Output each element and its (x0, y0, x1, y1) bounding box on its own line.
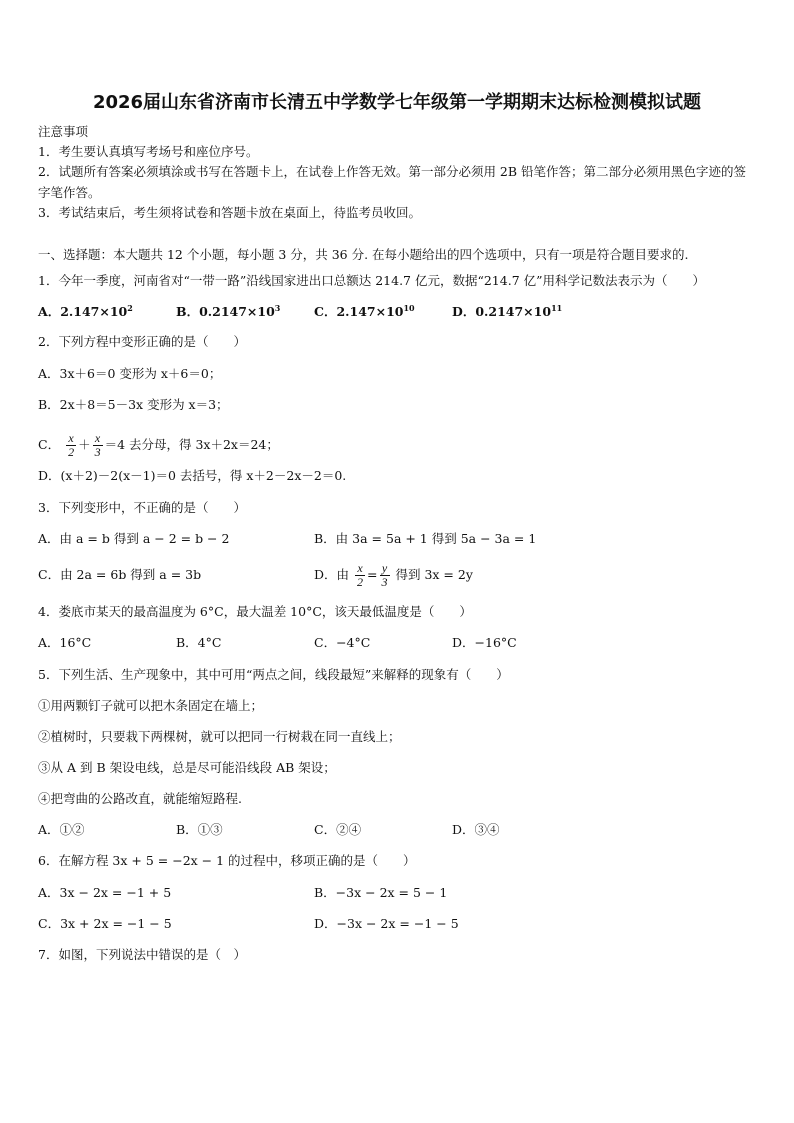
question-3-option-c[interactable]: C．由 2a = 6b 得到 a = 3b (38, 567, 202, 582)
question-2-option-a[interactable]: A．3x＋6＝0 变形为 x＋6＝0； (38, 366, 222, 381)
question-2-stem: 2．下列方程中变形正确的是（ ） (38, 334, 246, 349)
question-1-stem: 1．今年一季度，河南省对“一带一路”沿线国家进出口总额达 214.7 亿元，数据“214.7 亿”用科学记数法表示为（ ） (38, 273, 706, 288)
fraction-x-over-3: $\frac{x}{3}$ (94, 431, 101, 459)
section-heading: 一、选择题：本大题共 12 个小题，每小题 3 分，共 36 分. 在每小题给出的四个选项中，只有一项是符合题目要求的. (38, 247, 689, 262)
question-6-stem: 6．在解方程 3x + 5 = −2x − 1 的过程中，移项正确的是（ ） (38, 853, 416, 868)
question-5-item-2: ②植树时，只要栽下两棵树，就可以把同一行树栽在同一直线上； (38, 729, 401, 744)
question-4-stem: 4．娄底市某天的最高温度为 6°C，最大温差 10°C，该天最低温度是（ ） (38, 604, 472, 619)
question-6-option-a[interactable]: A．3x − 2x = −1 + 5 (38, 885, 172, 900)
question-3-option-a[interactable]: A．由 a = b 得到 a − 2 = b − 2 (38, 531, 230, 546)
question-7-stem: 7．如图，下列说法中错误的是（ ） (38, 947, 246, 962)
page-title: 2026届山东省济南市长清五中学数学七年级第一学期期末达标检测模拟试题 (92, 92, 702, 113)
question-5-option-a[interactable]: A．①② (38, 822, 85, 837)
question-1-option-b[interactable]: B．$0.2147\times 10^3$ (176, 303, 281, 319)
question-3-stem: 3．下列变形中，不正确的是（ ） (38, 500, 246, 515)
question-5-option-d[interactable]: D．③④ (452, 822, 500, 837)
question-3-option-b[interactable]: B．由 3a = 5a + 1 得到 5a − 3a = 1 (314, 531, 537, 546)
question-1-option-d[interactable]: D．$0.2147\times 10^{11}$ (452, 303, 563, 319)
question-5-item-3: ③从 A 到 B 架设电线，总是尽可能沿线段 AB 架设； (38, 760, 336, 775)
question-1-option-a[interactable]: A．$2.147\times 10^2$ (38, 303, 133, 319)
notice-item-3: 3．考试结束后，考生须将试卷和答题卡放在桌面上，待监考员收回。 (38, 205, 421, 220)
question-2-option-c[interactable]: C． $\frac{x}{2}$ ＋ $\frac{x}{3}$ ＝4 去分母，得 3x＋2x＝24； (38, 431, 279, 459)
question-4-option-d[interactable]: D．−16°C (452, 635, 517, 650)
question-1-option-c[interactable]: C．$2.147\times 10^{10}$ (314, 303, 415, 319)
fraction-x-over-2: $\frac{x}{2}$ (357, 561, 364, 589)
notice-heading: 注意事项 (38, 124, 89, 139)
question-5-item-1: ①用两颗钉子就可以把木条固定在墙上； (38, 698, 264, 713)
fraction-x-over-2: $\frac{x}{2}$ (68, 431, 75, 459)
question-4-option-c[interactable]: C．−4°C (314, 635, 371, 650)
question-5-option-b[interactable]: B．①③ (176, 822, 223, 837)
question-2-option-d[interactable]: D．(x＋2)－2(x－1)＝0 去括号，得 x＋2－2x－2＝0. (38, 468, 347, 483)
question-5-item-4: ④把弯曲的公路改直，就能缩短路程. (38, 791, 242, 806)
question-6-option-b[interactable]: B．−3x − 2x = 5 − 1 (314, 885, 448, 900)
question-2-option-b[interactable]: B．2x＋8＝5－3x 变形为 x＝3； (38, 397, 229, 412)
question-5-option-c[interactable]: C．②④ (314, 822, 362, 837)
question-5-stem: 5．下列生活、生产现象中，其中可用“两点之间，线段最短”来解释的现象有（ ） (38, 667, 509, 682)
question-6-option-d[interactable]: D．−3x − 2x = −1 − 5 (314, 916, 459, 931)
fraction-y-over-3: $\frac{y}{3}$ (381, 561, 388, 589)
notice-item-1: 1．考生要认真填写考场号和座位序号。 (38, 144, 259, 159)
question-3-option-d[interactable]: D．由 $\frac{x}{2}$ = $\frac{y}{3}$ 得到 3x = 2y (314, 561, 473, 589)
question-4-option-a[interactable]: A．16°C (38, 635, 92, 650)
notice-item-2: 2．试题所有答案必须填涂或书写在答题卡上，在试卷上作答无效。第一部分必须用 2B 铅笔作答；第二部分必须用黑色字迹的签字笔作答。 (38, 164, 747, 200)
question-6-option-c[interactable]: C．3x + 2x = −1 − 5 (38, 916, 172, 931)
question-4-option-b[interactable]: B．4°C (176, 635, 222, 650)
